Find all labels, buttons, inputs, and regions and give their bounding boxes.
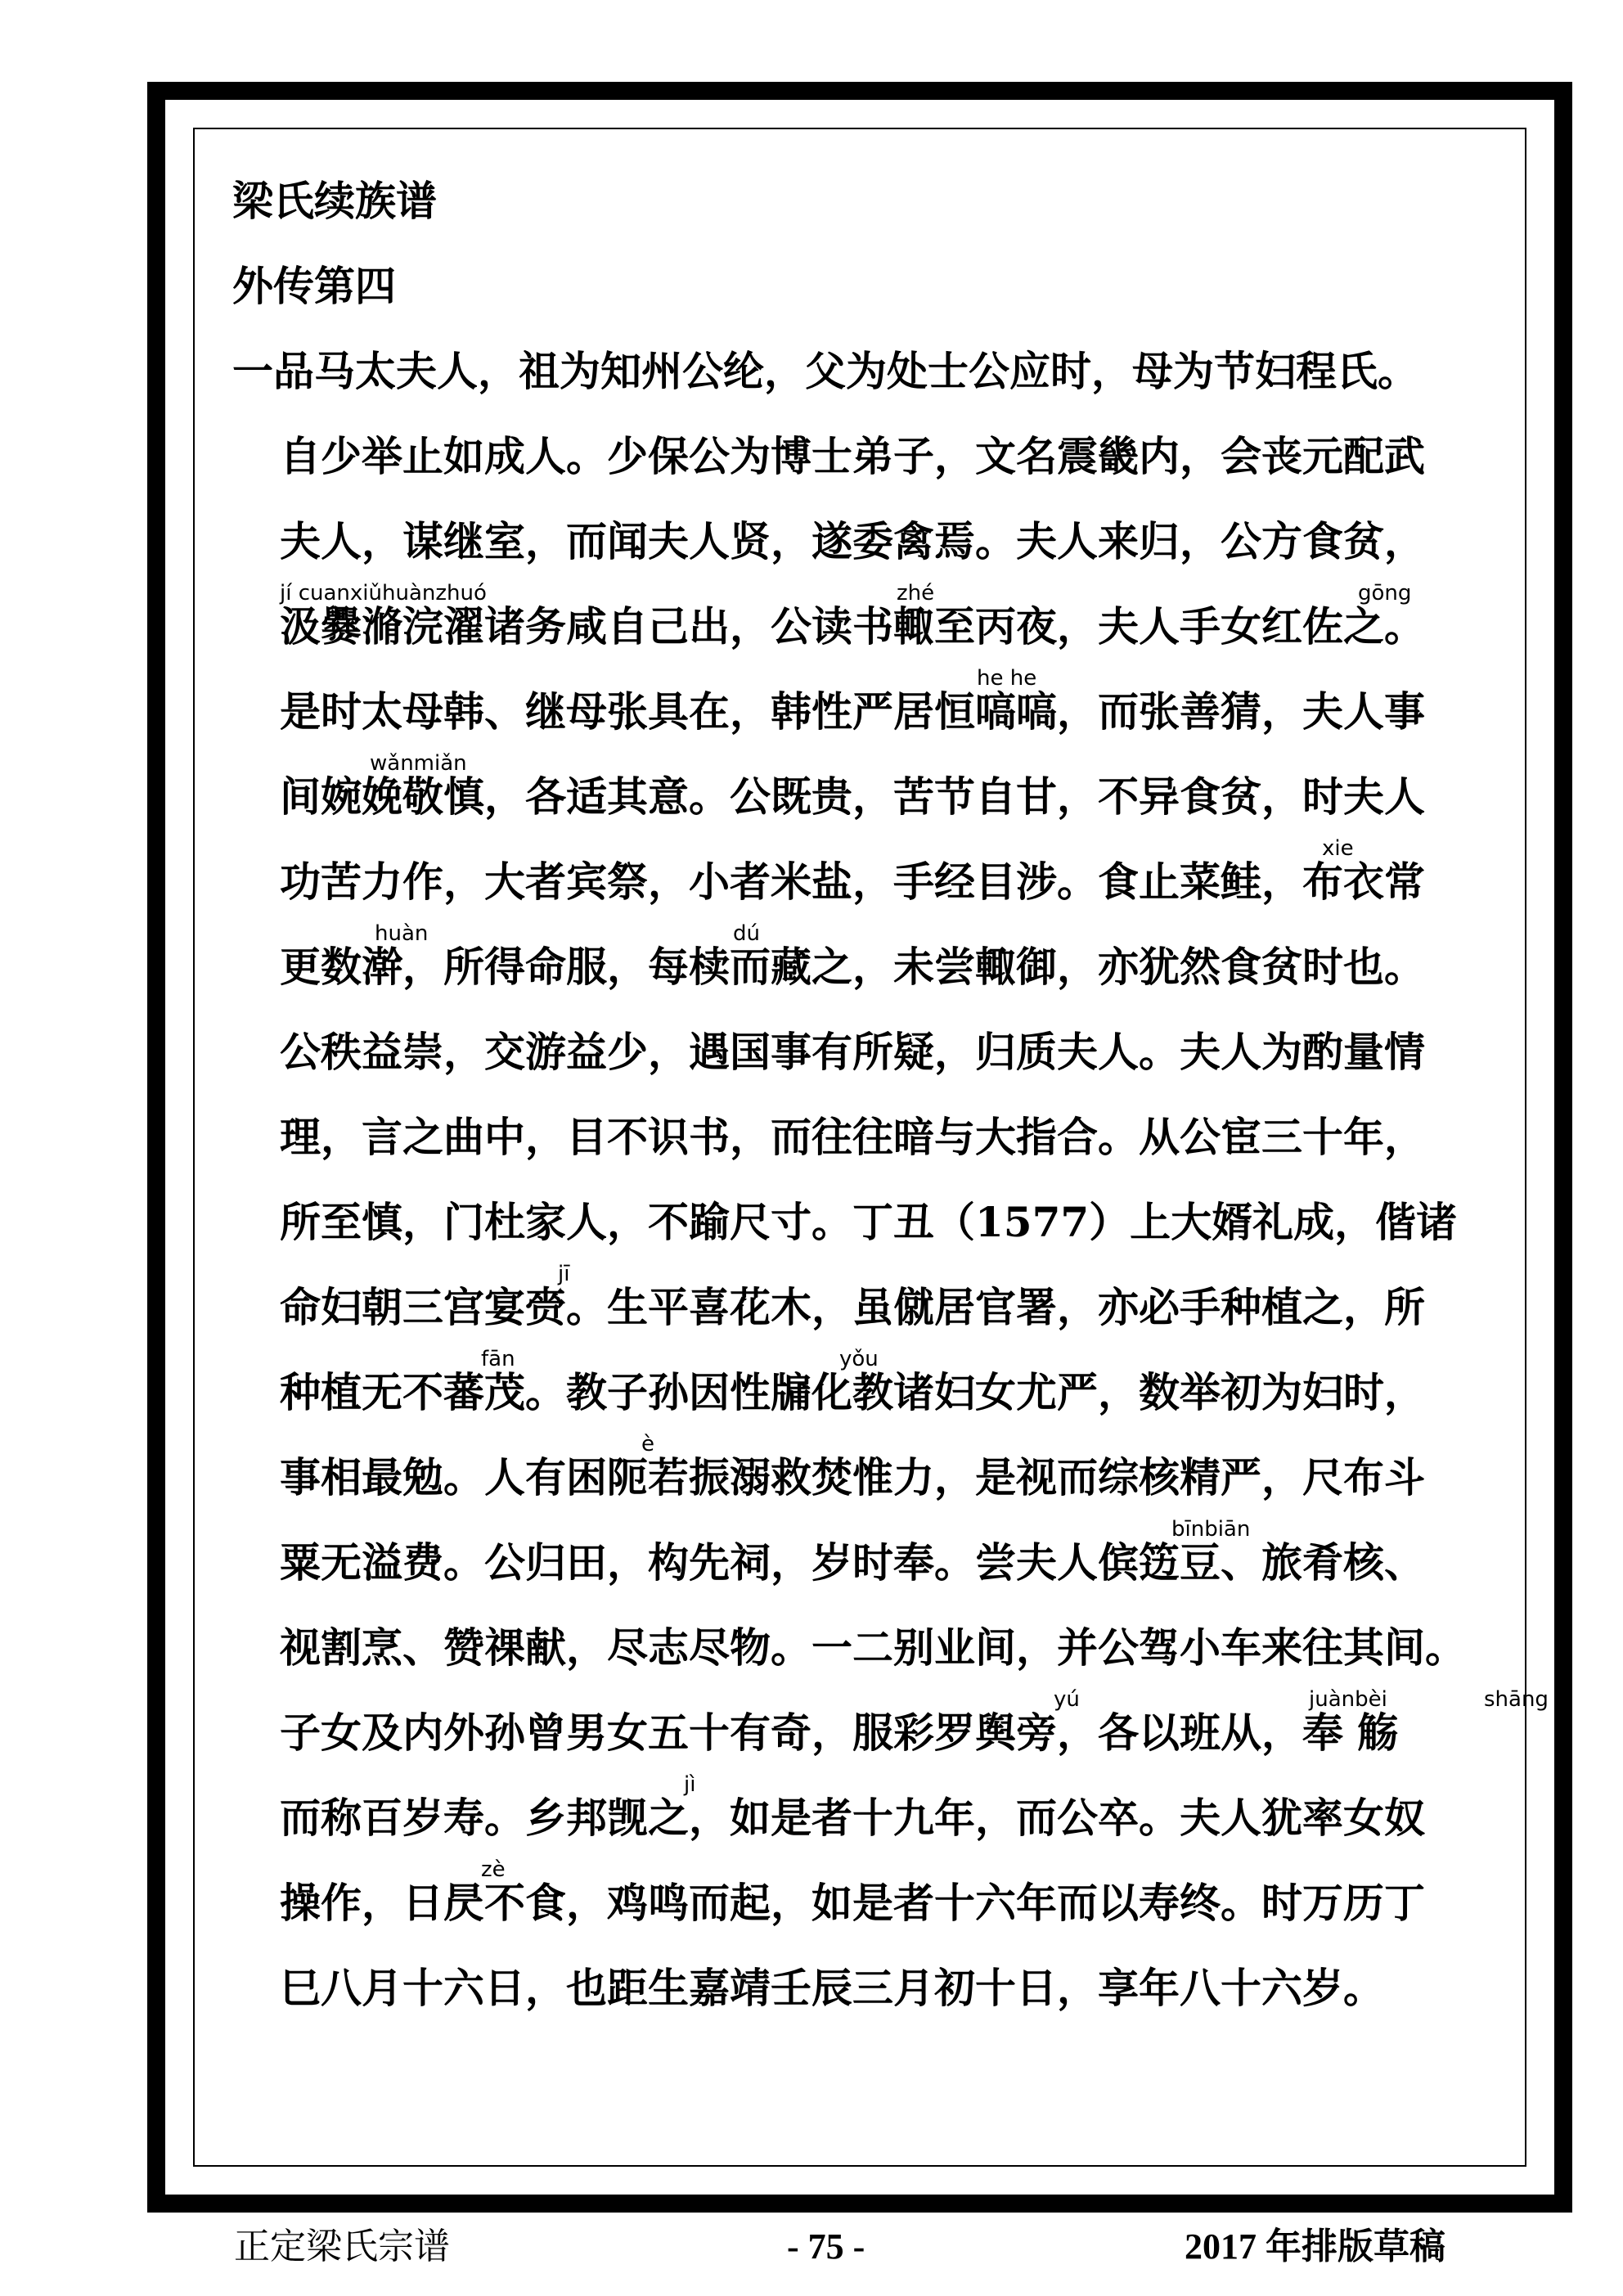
pinyin-annotation: jì [684,1772,696,1797]
pinyin-annotation: jī [558,1262,570,1286]
text-line-19-wrap [232,1857,1492,1946]
text-line-7-wrap [232,836,1492,925]
text-line-8-wrap [232,921,1492,1010]
text-line-8: 更数澣，所得命服，每椟而藏之，未尝輙御，亦犹然食贫时也。 [280,943,1425,991]
pinyin-annotation: yú [1054,1687,1080,1712]
text-line-5: 是时太母韩、继母张具在，韩性严居恒嗃嗃，而张善猜，夫人事 [280,687,1425,736]
page-frame-inner [193,128,1549,2167]
text-line-3: 夫人，谋继室，而闻夫人贤，遂委禽焉。夫人来归，公方食贫， [280,517,1425,565]
pinyin-annotation: bīnbiān [1171,1517,1251,1542]
pinyin-annotation: juànbèi [1309,1687,1387,1712]
text-line-5-wrap [232,666,1492,754]
pinyin-annotation: wǎnmiǎn [370,751,467,776]
text-line-2: 自少举止如成人。少保公为博士弟子，文名震畿内，会丧元配武 [280,432,1425,480]
text-line-18: 而称百岁寿。乡邦觊之，如是者十九年，而公卒。夫人犹率女奴 [280,1794,1425,1842]
text-line-11: 所至慎，门杜家人，不踰尺寸。丁丑（1577）上大婿礼成，偕诸 [280,1198,1458,1246]
text-line-7: 功苦力作，大者宾祭，小者米盐，手经目涉。食止菜鲑，布衣常 [280,858,1425,906]
page-frame-outer [147,82,1572,2213]
pinyin-annotation: zè [481,1857,506,1882]
pinyin-annotation: dú [733,921,760,946]
text-line-6: 间婉娩敬慎，各适其意。公既贵，苦节自甘，不异食贫，时夫人 [280,772,1425,821]
text-line-4-wrap [232,581,1492,669]
document-title: 梁氏续族谱 [232,177,437,225]
text-line-15: 粟无溢费。公归田，构先祠，岁时奉。尝夫人傧笾豆、旅肴核、 [280,1538,1425,1587]
pinyin-annotation: huàn [375,921,429,946]
text-line-12-wrap [232,1262,1492,1350]
page-content [232,159,1549,2132]
text-line-20: 巳八月十六日，也距生嘉靖壬辰三月初十日，享年八十六岁。 [280,1964,1384,2012]
pinyin-annotation: xie [1322,836,1354,861]
text-line-6-wrap [232,751,1492,840]
text-line-13: 种植无不蕃茂。教子孙因性牖化教诸妇女尤严，数举初为妇时， [280,1368,1425,1416]
footer-page-number: - 75 - [787,2226,865,2267]
text-line-1: 一品马太夫人，祖为知州公纶，父为处士公应时，母为节妇程氏。 [232,347,1418,395]
pinyin-annotation: zhé [897,581,935,606]
pinyin-annotation: è [641,1432,654,1456]
pinyin-annotation: jí cuanxiǔhuànzhuó [280,581,487,606]
text-line-10: 理，言之曲中，目不识书，而往往暗与大指合。从公宦三十年， [280,1113,1425,1161]
pinyin-annotation: yǒu [839,1347,879,1371]
text-line-9: 公秩益崇，交游益少，遇国事有所疑，归质夫人。夫人为酌量情 [280,1028,1425,1076]
text-line-19: 操作，日昃不食，鸡鸣而起，如是者十六年而以寿终。时万历丁 [280,1879,1425,1927]
footer-draft-note: 2017 年排版草稿 [1185,2226,1445,2267]
text-line-14: 事相最勉。人有困阨若振溺救焚惟力，是视而综核精严，尺布斗 [280,1453,1425,1501]
text-line-18-wrap [232,1772,1492,1861]
text-line-17-wrap [232,1687,1549,1776]
text-line-15-wrap [232,1517,1492,1605]
text-line-17: 子女及内外孙曾男女五十有奇，服彩罗舆旁，各以班从，奉 觞 [280,1708,1399,1757]
pinyin-annotation: he he [977,666,1037,691]
section-title: 外传第四 [232,262,396,310]
pinyin-annotation: shāng [1484,1687,1549,1712]
text-line-16: 视割烹、赞祼献，尽志尽物。一二别业间，并公驾小车来往其间。 [280,1623,1466,1672]
text-line-14-wrap [232,1432,1492,1520]
footer-book-title: 正定梁氏宗谱 [234,2226,450,2267]
text-line-13-wrap [232,1347,1492,1435]
pinyin-annotation: fān [481,1347,515,1371]
text-line-4: 汲爨滫浣濯诸务咸自己出，公读书輙至丙夜，夫人手女红佐之。 [280,602,1425,651]
text-line-12: 命妇朝三宫宴赍。生平喜花木，虽僦居官署，亦必手种植之，所 [280,1283,1425,1331]
pinyin-annotation: gōng [1358,581,1412,606]
